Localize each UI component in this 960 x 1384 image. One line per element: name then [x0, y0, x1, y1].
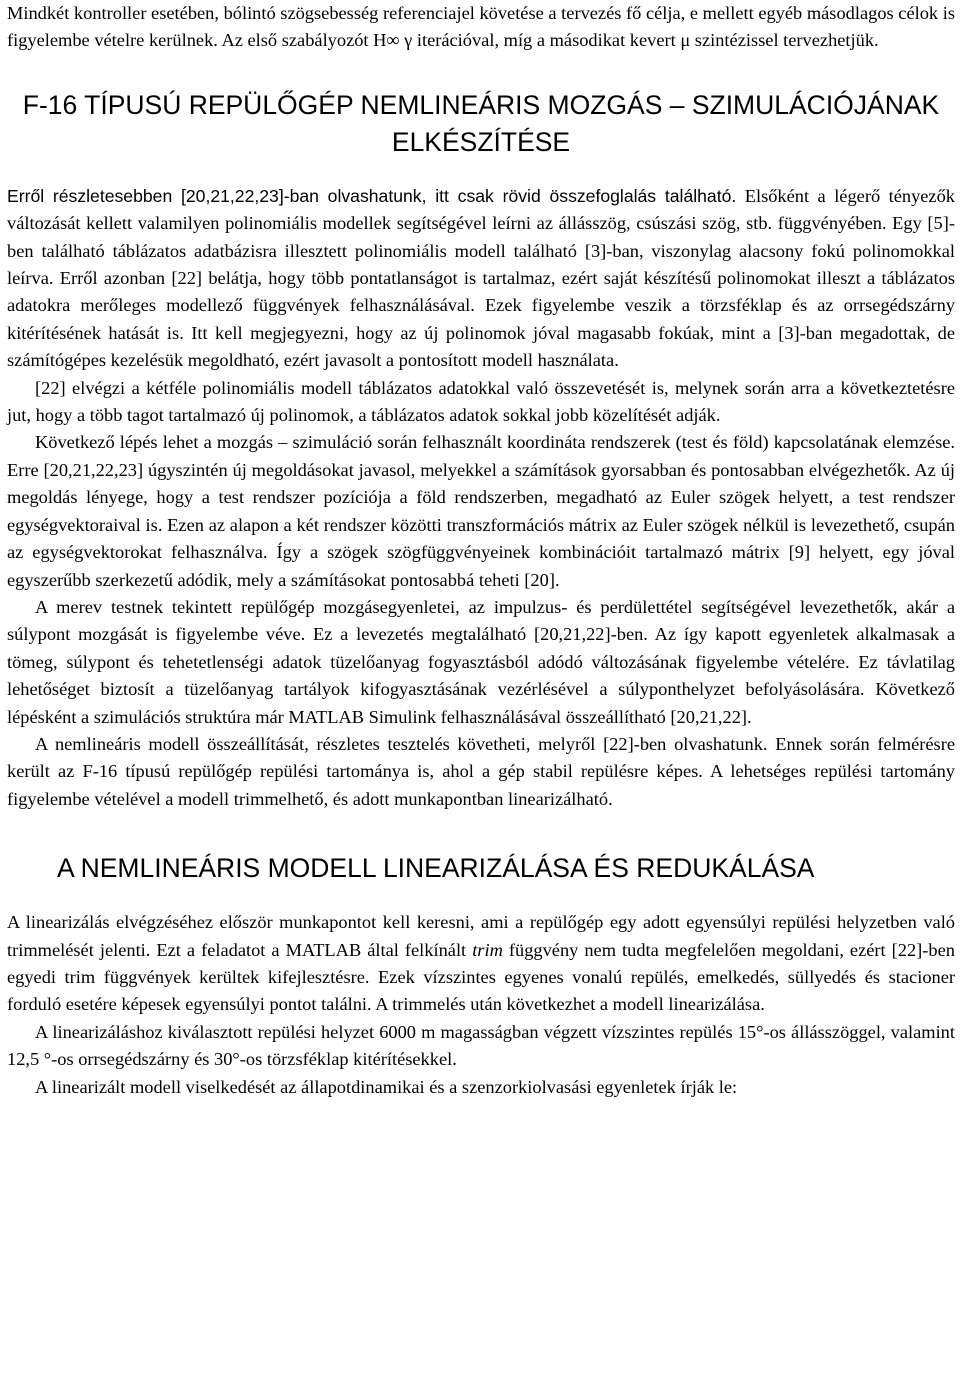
paragraph-trim-b: függvény nem tudta megfelelően megoldani, ezért [22]-ben egyedi trim függvények kerültek kifejlesztésre. Ezek vízszintes egyenes vonalú repülés, emelkedés, süllyedés és stacioner forduló esetére képesek egyensúlyi pontot találni. A trimmelés után következhet a modell linearizálása. — [7, 939, 955, 1015]
trim-function-name: trim — [472, 939, 503, 960]
section-heading-linearization — [7, 850, 955, 887]
paragraph-equations-of-motion: A merev testnek tekintett repülőgép mozgásegyenletei, az impulzus- és perdülettétel segítségével levezethetők, akár a súlypont mozgását is figyelembe véve. Ez a levezetés megtalálható [20,21,22]-ben. Az így kapott egyenletek alkalmasak a tömeg, súlypont és tehetetlenségi adatok tüzelőanyag fogyasztásból adódó változásának figyelembe vételére. Ez távlatilag lehetőséget biztosít a tüzelőanyag tartályok kifogyasztásának vezérlésével a súlyponthelyzet befolyásolására. Következő lépésként a szimulációs struktúra már MATLAB Simulink felhasználásával összeállítható [20,21,22]. — [7, 596, 955, 727]
section-heading-simulation-text: F-16 TÍPUSÚ REPÜLŐGÉP NEMLINEÁRIS MOZGÁS – SZIMULÁCIÓJÁNAK ELKÉSZÍTÉSE — [22, 89, 940, 157]
paragraph-aero-rest: Elsőként a légerő tényezők változását kellett valamilyen polinomiális modellek segítségével leírni az állásszög, csúszási szög, stb. függvényében. Egy [5]-ben található táblázatos adatbázisra illesztett polinomiális modell található [3]-ban, viszonylag alacsony fokú polinomokkal leírva. Erről azonban [22] belátja, hogy több pontatlanságot is tartalmaz, ezért saját készítésű polinomokat illeszt a táblázatos adatokra merőleges modellező függvények felhasználásával. Ezek figyelembe veszik a törzsféklap és az orrsegédszárny kitérítésének hatását is. Itt kell megjegyezni, hogy az új polinomok jóval magasabb fokúak, mint a [3]-ban megadottak, de számítógépes kezelésük megoldható, ezért javasolt a pontosított modell használata. — [7, 185, 955, 371]
paragraph-controllers: Mindkét kontroller esetében, bólintó szögsebesség referenciajel követése a tervezés fő célja, e mellett egyéb másodlagos célok is figyelembe vételre kerülnek. Az első szabályozót H∞ γ iterációval, míg a másodikat kevert μ szintézissel tervezhetjük. — [7, 3, 955, 51]
intro-sentence: Erről részletesebben [20,21,22,23]-ban olvashatunk, itt csak rövid összefoglalás található. — [7, 185, 737, 206]
paragraph-flight-condition: A linearizáláshoz kiválasztott repülési helyzet 6000 m magasságban végzett vízszintes repülés 15°-os állásszöggel, valamint 12,5 °-os orrsegédszárny és 30°-os törzsféklap kitérítésekkel. — [7, 1021, 955, 1070]
paragraph-state-equations: A linearizált modell viselkedését az állapotdinamikai és a szenzorkiolvasási egyenletek írják le: — [35, 1076, 738, 1097]
paragraph-trim — [7, 909, 955, 1019]
paragraph-testing: A nemlineáris modell összeállítását, részletes tesztelés követheti, melyről [22]-ben olvashatunk. Ennek során felmérésre került az F-16 típusú repülőgép repülési tartománya is, ahol a gép stabil repülésre képes. A lehetséges repülési tartomány figyelembe vételével a modell trimmelhető, és adott munkapontban linearizálható. — [7, 733, 955, 809]
section-heading-linearization-text: A NEMLINEÁRIS MODELL LINEARIZÁLÁSA ÉS REDUKÁLÁSA — [57, 853, 815, 884]
paragraph-aero-coefficients — [7, 183, 955, 375]
section-heading-simulation — [7, 87, 955, 161]
document-page — [7, 0, 955, 1101]
paragraph-model-comparison: [22] elvégzi a kétféle polinomiális modell táblázatos adatokkal való összevetését is, melynek során arra a következtetésre jut, hogy a több tagot tartalmazó új polinomok, a táblázatos adatok sokkal jobb közelítését adják. — [7, 377, 955, 426]
paragraph-trim-a: A linearizálás elvégzéséhez először munkapontot kell keresni, ami a repülőgép egy adott egyensúlyi repülési helyzetben való trimmelését jelenti. Ezt a feladatot a MATLAB által felkínált — [7, 912, 955, 960]
paragraph-coordinate-systems: Következő lépés lehet a mozgás – szimuláció során felhasznált koordináta rendszerek (test és föld) kapcsolatának elemzése. Erre [20,21,22,23] úgyszintén új megoldásokat javasol, melyekkel a számítások gyorsabban és pontosabban elvégezhetők. Az új megoldás lényege, hogy a test rendszer pozíciója a föld rendszerben, megadható az Euler szögek helyett, a test rendszer egységvektoraival is. Ezen az alapon a két rendszer közötti transzformációs mátrix az Euler szögek nélkül is levezethető, csupán az egységvektorokat felhasználva. Így a szögek szögfüggvényeinek kombinációit tartalmazó mátrix [9] helyett, egy jóval egyszerűbb szerkezetű adódik, mely a számításokat pontosabbá teheti [20]. — [7, 432, 955, 590]
